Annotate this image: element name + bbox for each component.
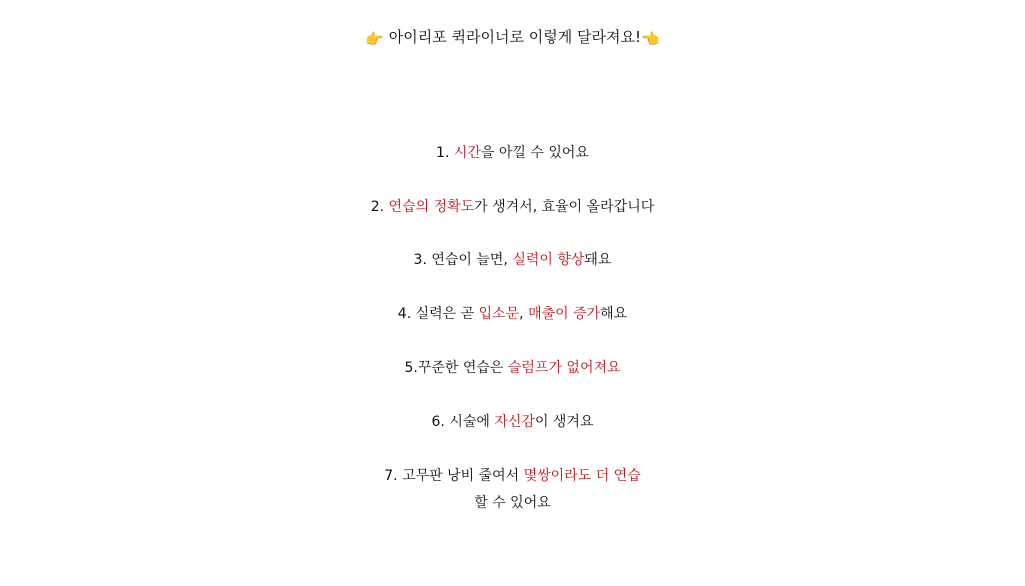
- item-highlight: 실력이 향상: [512, 252, 585, 268]
- item-highlight: 입소문: [478, 306, 520, 322]
- item-text: ,: [519, 306, 529, 322]
- item-highlight: 슬럼프가 없어져요: [507, 360, 621, 376]
- item-text: 가 생겨서, 효율이 올라갑니다: [474, 199, 655, 215]
- pointing-right-hand-icon: 👉: [365, 30, 385, 48]
- item-text: 5.꾸준한 연습은: [404, 360, 508, 376]
- item-text: 4. 실력은 곧: [397, 306, 479, 322]
- item-highlight: 시간: [453, 145, 481, 161]
- item-highlight: 연습의 정확도: [388, 199, 475, 215]
- benefit-item-4: [0, 303, 1025, 325]
- item-highlight-2: 매출이 증가: [528, 306, 601, 322]
- item-text: 해요: [600, 306, 628, 322]
- item-highlight: 몇쌍이라도 더 연습: [523, 468, 641, 484]
- page-title: [0, 24, 1025, 52]
- item-text: 을 아낄 수 있어요: [480, 145, 589, 161]
- benefit-item-6: [0, 411, 1025, 433]
- item-text: 1.: [436, 145, 454, 161]
- benefit-item-5: [0, 357, 1025, 379]
- benefit-item-2: [0, 196, 1025, 218]
- item-text: 할 수 있어요: [474, 495, 551, 511]
- item-highlight: 자신감: [494, 414, 535, 430]
- benefit-item-3: [0, 249, 1025, 271]
- item-text: 돼요: [584, 252, 612, 268]
- item-text: 2.: [370, 199, 389, 215]
- benefit-item-7-continuation: [0, 492, 1025, 514]
- benefit-item-1: [0, 142, 1025, 164]
- title-text: 아이리포 퀵라이너로 이렇게 달라져요!: [388, 28, 641, 46]
- item-text: 이 생겨요: [534, 414, 594, 430]
- benefit-item-7: [0, 465, 1025, 487]
- pointing-left-hand-icon: 👈: [640, 30, 660, 48]
- item-text: 3. 연습이 늘면,: [413, 252, 513, 268]
- item-text: 7. 고무판 낭비 줄여서: [384, 468, 524, 484]
- item-text: 6. 시술에: [431, 414, 495, 430]
